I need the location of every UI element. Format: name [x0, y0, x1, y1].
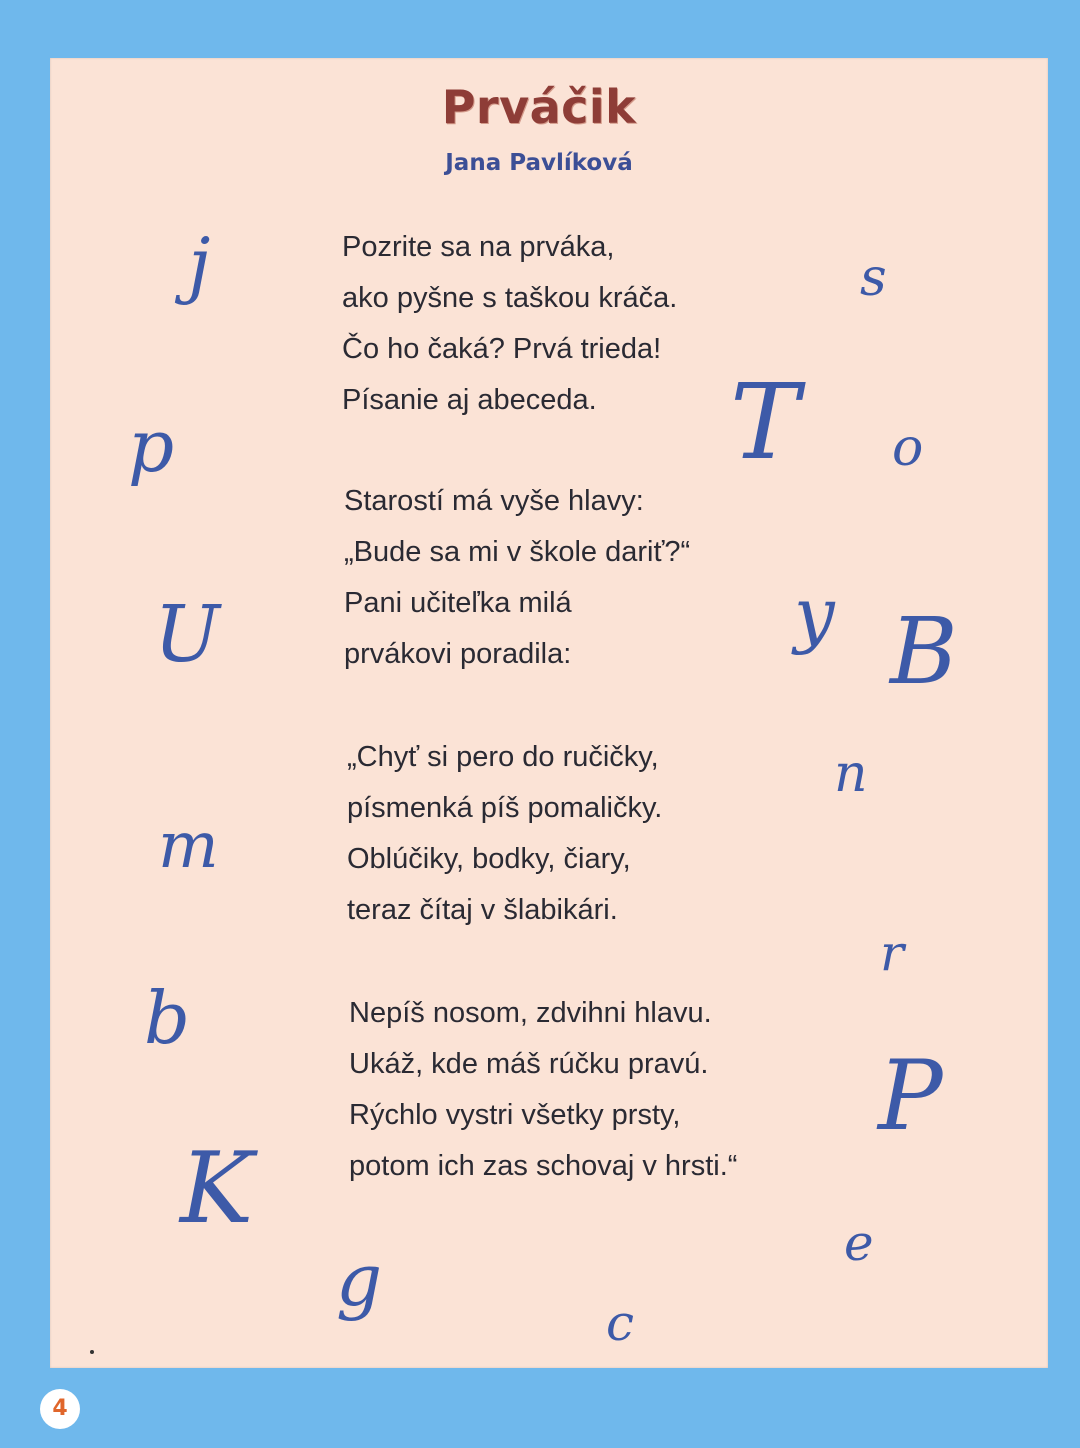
verse-line: potom ich zas schovaj v hrsti.“ — [349, 1150, 738, 1182]
letter-B: B — [890, 598, 958, 705]
stanza-2 — [344, 476, 690, 680]
letter-U: U — [154, 590, 220, 680]
letter-s: s — [860, 248, 887, 308]
poem-title: Prváčik — [441, 80, 637, 134]
verse-line: „Chyť si pero do ručičky, — [347, 741, 659, 773]
stanza-4 — [349, 988, 737, 1192]
page-number: 4 — [40, 1389, 80, 1429]
verse-line: Ukáž, kde máš rúčku pravú. — [349, 1048, 709, 1080]
stanza-1 — [342, 222, 677, 426]
letter-o: o — [892, 418, 924, 478]
letter-m: m — [158, 809, 219, 883]
stanza-3 — [347, 732, 662, 936]
verse-line: Pani učiteľka milá — [344, 587, 572, 619]
poem-author: Jana Pavlíková — [445, 150, 633, 176]
letter-n: n — [834, 744, 868, 804]
letter-K: K — [180, 1132, 254, 1246]
letter-P: P — [878, 1040, 943, 1152]
letter-T: T — [730, 361, 800, 483]
verse-line: teraz čítaj v šlabikári. — [347, 894, 618, 926]
verse-line: Pozrite sa na prváka, — [342, 231, 615, 263]
verse-line: Rýchlo vystri všetky prsty, — [349, 1099, 681, 1131]
page-sheet — [50, 58, 1048, 1368]
verse-line: Starostí má vyše hlavy: — [344, 485, 644, 517]
letter-r: r — [880, 924, 904, 982]
letter-b: b — [144, 976, 191, 1060]
letter-e: e — [844, 1214, 874, 1272]
letter-y: y — [794, 572, 835, 656]
letter-p: p — [128, 404, 175, 488]
verse-line: Oblúčiky, bodky, čiary, — [347, 843, 631, 875]
ink-dot — [90, 1350, 94, 1354]
verse-line: prvákovi poradila: — [344, 638, 572, 670]
verse-line: Čo ho čaká? Prvá trieda! — [342, 333, 662, 365]
verse-line: písmenká píš pomaličky. — [347, 792, 663, 824]
verse-line: Písanie aj abeceda. — [342, 384, 597, 416]
letter-c: c — [606, 1294, 635, 1352]
verse-line: „Bude sa mi v škole dariť?“ — [344, 536, 691, 568]
letter-j: j — [188, 222, 211, 306]
verse-line: ako pyšne s taškou kráča. — [342, 282, 678, 314]
verse-line: Nepíš nosom, zdvihni hlavu. — [349, 997, 712, 1029]
letter-g: g — [336, 1238, 383, 1322]
